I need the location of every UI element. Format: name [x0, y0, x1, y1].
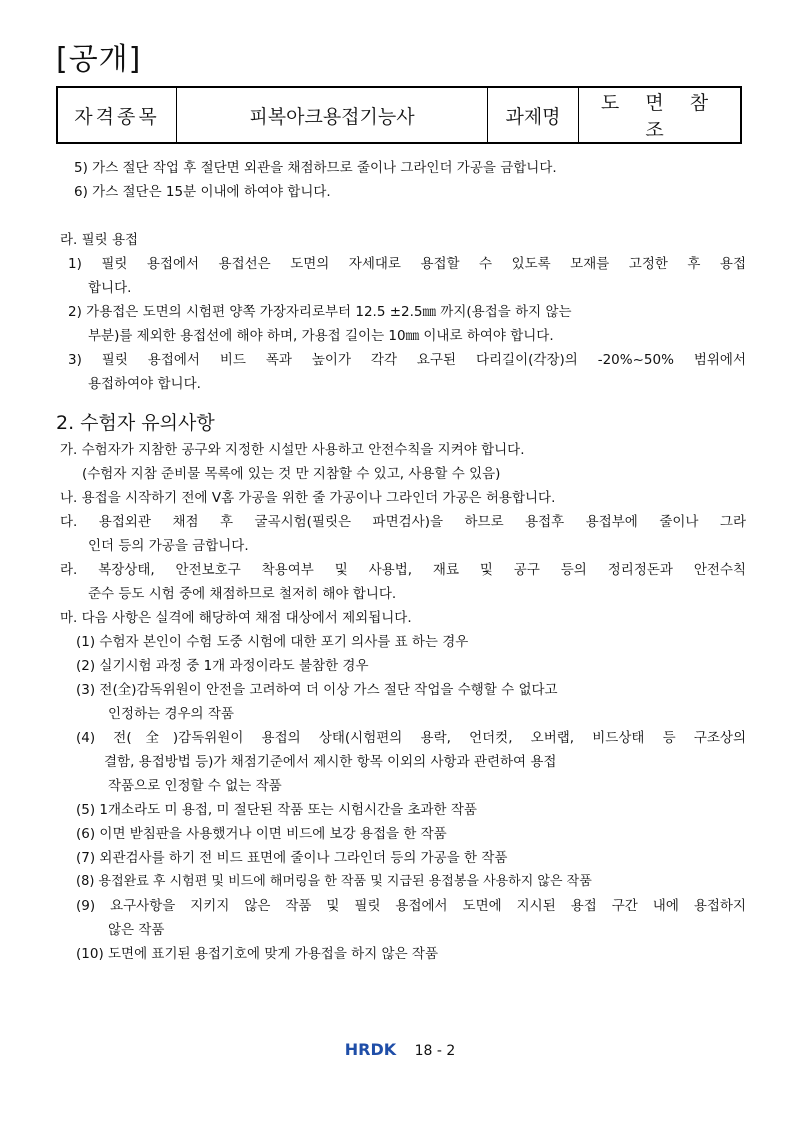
disqualify-6: (6) 이면 받침판을 사용했거나 이면 비드에 보강 용접을 한 작품: [76, 826, 447, 842]
notice-ra-cont: 준수 등도 시험 중에 채점하므로 철저히 해야 합니다.: [88, 586, 397, 602]
notice-na: 나. 용접을 시작하기 전에 V홈 가공을 위한 줄 가공이나 그라인더 가공은 허용합니다.: [60, 490, 556, 506]
disqualify-8: (8) 용접완료 후 시험편 및 비드에 해머링을 한 작품 및 지급된 용접봉을 사용하지 않은 작품: [76, 874, 592, 889]
fillet-title: 라. 필릿 용접: [60, 232, 139, 248]
header-table: [56, 86, 742, 144]
hrdk-logo: HRDK: [344, 1040, 397, 1059]
disqualify-4-cont2: 작품으로 인정할 수 없는 작품: [108, 778, 282, 794]
page-number: 18 - 2: [414, 1043, 456, 1059]
page-footer: [0, 1040, 800, 1059]
disqualify-4-cont: 결함, 용접방법 등)가 채점기준에서 제시한 항목 이외의 사항과 관련하여 용접: [104, 754, 557, 770]
header-cell-category-label: 자격종목: [57, 87, 177, 143]
section-2-title: 2. 수험자 유의사항: [56, 412, 215, 434]
disqualify-4: (4) 전(全)감독위원이 용접의 상태(시험편의 용락, 언더컷, 오버랩, 비드상태 등 구조상의: [76, 730, 746, 746]
notice-ga: 가. 수험자가 지참한 공구와 지정한 시설만 사용하고 안전수칙을 지켜야 합니다.: [60, 442, 525, 458]
disqualify-9: (9) 요구사항을 지키지 않은 작품 및 필릿 용접에서 도면에 지시된 용접 구간 내에 용접하지: [76, 898, 746, 914]
gas-item-5: 5) 가스 절단 작업 후 절단면 외관을 채점하므로 줄이나 그라인더 가공을 금합니다.: [74, 160, 557, 176]
disqualify-7: (7) 외관검사를 하기 전 비드 표면에 줄이나 그라인더 등의 가공을 한 작품: [76, 850, 508, 866]
fillet-item-1: 1) 필릿 용접에서 용접선은 도면의 자세대로 용접할 수 있도록 모재를 고정한 후 용접: [68, 256, 746, 272]
notice-ga-cont: (수험자 지참 준비물 목록에 있는 것 만 지참할 수 있고, 사용할 수 있음): [82, 466, 501, 482]
disqualify-3-cont: 인정하는 경우의 작품: [108, 706, 234, 722]
disqualify-3: (3) 전(全)감독위원이 안전을 고려하여 더 이상 가스 절단 작업을 수행할 수 없다고: [76, 682, 558, 698]
notice-ma: 마. 다음 사항은 실격에 해당하여 채점 대상에서 제외됩니다.: [60, 610, 412, 626]
disqualify-10: (10) 도면에 표기된 용접기호에 맞게 가용접을 하지 않은 작품: [76, 946, 438, 962]
disqualify-9-cont: 않은 작품: [108, 922, 165, 938]
fillet-item-3-cont: 용접하여야 합니다.: [88, 376, 201, 392]
disqualify-5: (5) 1개소라도 미 용접, 미 절단된 작품 또는 시험시간을 초과한 작품: [76, 802, 477, 818]
header-cell-task-value: 도 면 참 조: [579, 87, 742, 143]
spacer: [56, 204, 746, 228]
gas-item-6: 6) 가스 절단은 15분 이내에 하여야 합니다.: [74, 184, 331, 200]
fillet-item-3: 3) 필릿 용접에서 비드 폭과 높이가 각각 요구된 다리길이(각장)의 -20%~50% 범위에서: [68, 352, 746, 368]
notice-ra: 라. 복장상태, 안전보호구 착용여부 및 사용법, 재료 및 공구 등의 정리정돈과 안전수칙: [60, 562, 746, 578]
disqualify-1: (1) 수험자 본인이 수험 도중 시험에 대한 포기 의사를 표 하는 경우: [76, 634, 469, 650]
notice-da-cont: 인더 등의 가공을 금합니다.: [88, 538, 249, 554]
header-cell-category-value: 피복아크용접기능사: [177, 87, 488, 143]
document-body: [56, 156, 746, 966]
fillet-item-2: 2) 가용접은 도면의 시험편 양쪽 가장자리로부터 12.5 ±2.5㎜ 까지(용접을 하지 않는: [68, 304, 572, 320]
fillet-item-1-cont: 합니다.: [88, 280, 132, 296]
spacer: [56, 396, 746, 408]
page-label: [공개]: [56, 42, 142, 77]
fillet-item-2-cont: 부분)를 제외한 용접선에 해야 하며, 가용접 길이는 10㎜ 이내로 하여야 합니다.: [88, 328, 554, 344]
notice-da: 다. 용접외관 채점 후 굴곡시험(필릿은 파면검사)을 하므로 용접후 용접부에 줄이나 그라: [60, 514, 746, 530]
header-cell-task-label: 과제명: [488, 87, 579, 143]
disqualify-2: (2) 실기시험 과정 중 1개 과정이라도 불참한 경우: [76, 658, 369, 674]
